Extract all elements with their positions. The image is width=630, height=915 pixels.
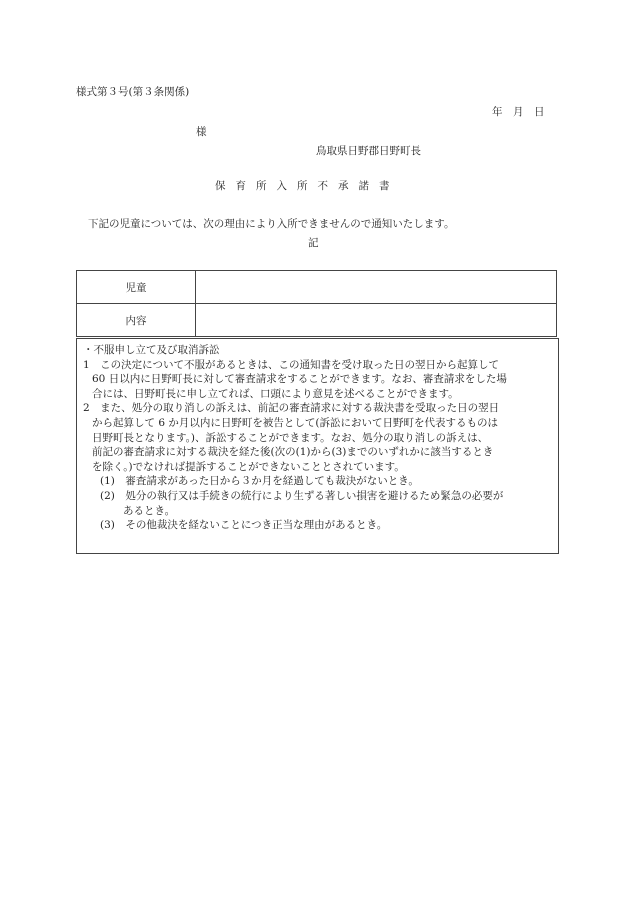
table-row [77,271,557,304]
row-label-content: 内容 [77,304,196,337]
notice-line: 2 また、処分の取り消しの訴えは、前記の審査請求に対する裁決書を受取った日の翌日 [83,402,500,415]
notice-line: 日野町長となります。)、訴訟することができます。なお、処分の取り消しの訴えは、 [92,431,489,444]
appeal-notice-box [76,338,559,554]
form-number: 様式第３号(第３条関係) [76,86,190,98]
info-table [76,270,557,337]
notice-line: を除く。)でなければ提訴することができないこととされています。 [92,460,405,473]
ki-marker: 記 [308,237,319,249]
notice-line: あるとき。 [123,504,176,517]
row-label-child: 児童 [77,271,196,304]
row-value-child [196,271,557,304]
notice-line: 1 この決定について不服があるときは、この通知書を受け取った日の翌日から起算して [83,358,499,371]
notice-line: (1) 審査請求があった日から３か月を経過しても裁決がないとき。 [100,475,419,488]
notice-line: (2) 処分の執行又は手続きの続行により生ずる著しい損害を避けるため緊急の必要が [100,489,504,502]
notice-heading: ・不服申し立て及び取消訴訟 [83,344,220,356]
notice-line: から起算して 6 か月以内に日野町を被告として(訴訟において日野町を代表するものは [92,416,498,429]
notice-line: 60 日以内に日野町長に対して審査請求をすることができます。なお、審査請求をした場 [92,373,507,386]
date-line: 年 月 日 [492,106,545,118]
issuer: 鳥取県日野郡日野町長 [316,145,421,157]
notice-line: 前記の審査請求に対する裁決を経た後(次の(1)から(3)までのいずれかに該当するとき [92,446,494,459]
addressee-suffix: 様 [196,126,207,138]
notice-line: 合には、日野町長に申し立てれば、口頭により意見を述べることができます。 [92,387,459,400]
document-title: 保育所入所不承諾書 [215,180,400,192]
intro-text: 下記の児童については、次の理由により入所できませんので通知いたします。 [88,218,455,230]
row-value-content [196,304,557,337]
table-row [77,304,557,337]
notice-line: (3) その他裁決を経ないことにつき正当な理由があるとき。 [100,519,388,532]
